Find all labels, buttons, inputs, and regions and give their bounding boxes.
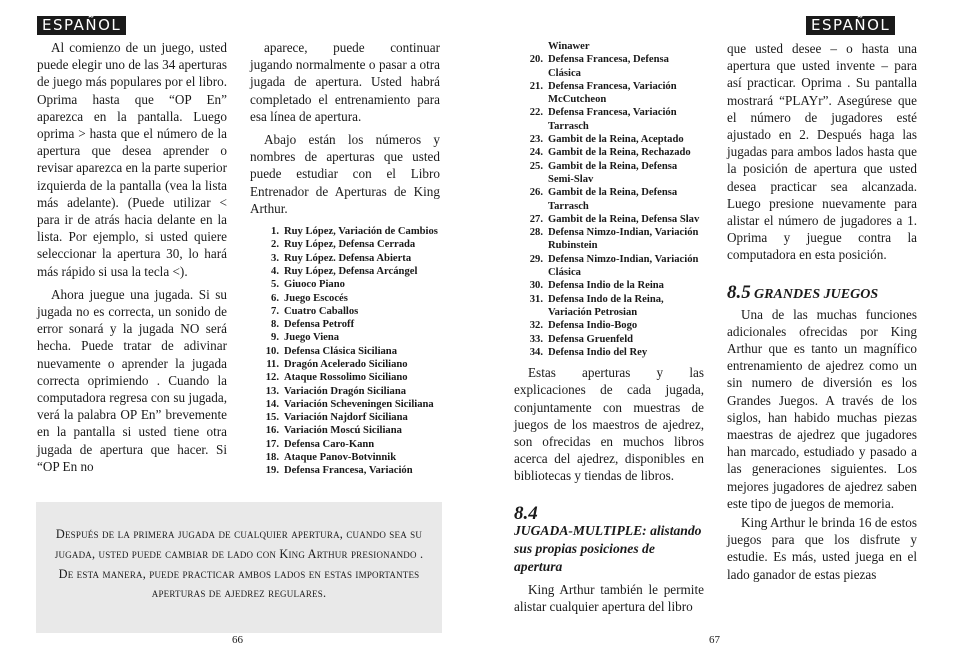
list-item: 15. Variación Najdorf Siciliana	[265, 412, 408, 424]
left-page-column-2	[250, 39, 440, 478]
paragraph: Estas aperturas y las explicaciones de cada jugada, conjuntamente con muestras de juegos de los maestros de ajedrez, son ofrecidas en muchos libros acerca del ajedrez, disponibles en bibliotecas y tiendas de libros.	[514, 365, 704, 484]
list-item: 13. Variación Dragón Siciliana	[265, 385, 407, 397]
list-item: 25. Gambit de la Reina, Defensa Semi-Slav	[529, 160, 678, 185]
list-item: 18. Ataque Panov-Botvinnik	[265, 452, 397, 464]
left-page-column-1	[37, 39, 227, 475]
right-page-column-2	[727, 40, 917, 583]
section-8-4-title: JUGADA-MULTIPLE: alistando sus propias posiciones de apertura	[514, 522, 702, 574]
openings-list-continued	[514, 40, 704, 359]
list-item: 11. Dragón Acelerado Siciliano	[266, 359, 408, 370]
list-item: 34. Defensa Indio del Rey	[529, 346, 648, 358]
list-item: 12. Ataque Rossolimo Siciliano	[265, 372, 408, 384]
page-number-left: 66	[232, 634, 243, 646]
list-item: Winawer	[548, 41, 590, 52]
list-item: 8. Defensa Petroff	[271, 319, 355, 331]
list-item: 23. Gambit de la Reina, Aceptado	[529, 134, 684, 146]
paragraph: Abajo están los números y nombres de aperturas que usted puede estudiar con el Libro Entrenador de Aperturas de King Arthur.	[250, 132, 440, 216]
list-item: 3. Ruy López. Defensa Abierta	[271, 252, 412, 264]
paragraph: King Arthur le brinda 16 de estos juegos para que los disfrute y estudie. Es más, usted juega en el lado ganador de estas piezas	[727, 515, 917, 582]
language-badge-right: ESPAÑOL	[806, 16, 895, 35]
list-item: 20. Defensa Francesa, Defensa Clásica	[529, 54, 669, 79]
list-item: 9. Juego Viena	[271, 332, 340, 344]
list-item: 30. Defensa Indio de la Reina	[529, 280, 664, 292]
page-number-right: 67	[709, 634, 720, 646]
list-item: 7. Cuatro Caballos	[271, 305, 359, 317]
list-item: 32. Defensa Indio-Bogo	[529, 320, 638, 332]
openings-list	[250, 225, 440, 478]
paragraph: Al comienzo de un juego, usted puede elegir uno de las 34 aperturas de juego más populares por el libro. Oprima hasta que “OP En” aparezca en la pantalla. Luego oprima > hasta que el número de la apertura que desea aprender o revisar aparezca en la parte superior izquierda de la pantalla (vea la lista más adelante). (Puede utilizar < para ir de atrás hacia delante en la lista. Por ejemplo, si usted quiere seleccionar la apertura 30, lo hará más rápido si usa la tecla <).	[37, 40, 228, 279]
list-item: 14. Variación Scheveningen Siciliana	[265, 398, 434, 410]
paragraph: Una de las muchas funciones adicionales ofrecidas por King Arthur que es tanto un magnífico entrenamiento de ajedrez como un sin numero de diversión es los Grandes Juegos. A través de los siglos, han habido muchas piezas maestras de ajedrez que jugadores han marcado, estudiado y pasado a las generaciones siguientes. Los mejores jugadores de ajedrez saben este tipo de juegos de memoria.	[727, 306, 917, 511]
section-8-5-number: 8.5	[727, 281, 751, 303]
section-8-5-heading	[727, 281, 917, 304]
list-item: 10. Defensa Clásica Siciliana	[265, 345, 397, 357]
list-item: 33. Defensa Gruenfeld	[529, 333, 634, 345]
list-item: 24. Gambit de la Reina, Rechazado	[529, 147, 691, 159]
list-item: 29. Defensa Nimzo-Indian, Variación Clásica	[529, 253, 699, 279]
list-item: 2. Ruy López, Defensa Cerrada	[271, 239, 416, 251]
list-item: 19. Defensa Francesa, Variación	[265, 465, 413, 477]
list-item: 6. Juego Escocés	[271, 292, 348, 304]
list-item: 27. Gambit de la Reina, Defensa Slav	[529, 213, 700, 225]
list-item: 4. Ruy López, Defensa Arcángel	[271, 265, 418, 277]
list-item: 21. Defensa Francesa, Variación McCutcheon	[529, 80, 677, 106]
list-item: 31. Defensa Indo de la Reina, Variación Petrosian	[529, 293, 664, 318]
paragraph: Ahora juegue una jugada. Si su jugada no es correcta, un sonido de error sonará y la jugada NO será hecha. Puede tratar de adivinar nuevamente o aprender la jugada correcta oprimiendo . Cuando la computadora regresa con su jugada, verá la palabra OP En” brevemente en la pantalla si usted tiene otra jugada de apertura que hacer. Si “OP En no	[37, 286, 227, 474]
paragraph: King Arthur también le permite alistar cualquier apertura del libro	[514, 581, 704, 614]
paragraph: que usted desee – o hasta una apertura que usted invente – para así practicar. Oprima . Su pantalla mostrará “PLAYr”. Asegúrese que el número de jugadores esté ajustado en 2. Después haga las jugadas para ambos lados hasta que la posición de apertura que usted desea practicar sea alcanzada. Luego presione nuevamente para alistar el número de jugadores a 1. Oprima y juegue contra la computadora en esta posición.	[727, 41, 917, 263]
list-item: 28. Defensa Nimzo-Indian, Variación Rubinstein	[529, 227, 699, 252]
list-item: 17. Defensa Caro-Kann	[265, 438, 375, 450]
language-badge-left: ESPAÑOL	[37, 16, 126, 35]
tip-box	[36, 502, 442, 633]
section-8-4-number: 8.4	[514, 502, 538, 524]
tip-text: Después de la primera jugada de cualquier apertura, cuando sea su jugada, usted puede cambiar de lado con King Arthur presionando . De esta manera, puede practicar ambos lados en estas importantes aperturas de ajedrez regulares.	[54, 527, 424, 601]
list-item: 16. Variación Moscú Siciliana	[265, 425, 402, 437]
list-item: 22. Defensa Francesa, Variación Tarrasch	[529, 107, 677, 132]
right-page-column-1	[514, 40, 704, 615]
list-item: 5. Giuoco Piano	[271, 279, 345, 291]
section-8-5-title: GRANDES JUEGOS	[754, 286, 879, 302]
list-item: 26. Gambit de la Reina, Defensa Tarrasch	[529, 187, 678, 212]
list-item: 1. Ruy López, Variación de Cambios	[271, 226, 438, 238]
paragraph: aparece, puede continuar jugando normalmente o pasar a otra jugada de apertura. Usted habrá completado el entrenamiento para esa línea de apertura.	[250, 40, 440, 124]
